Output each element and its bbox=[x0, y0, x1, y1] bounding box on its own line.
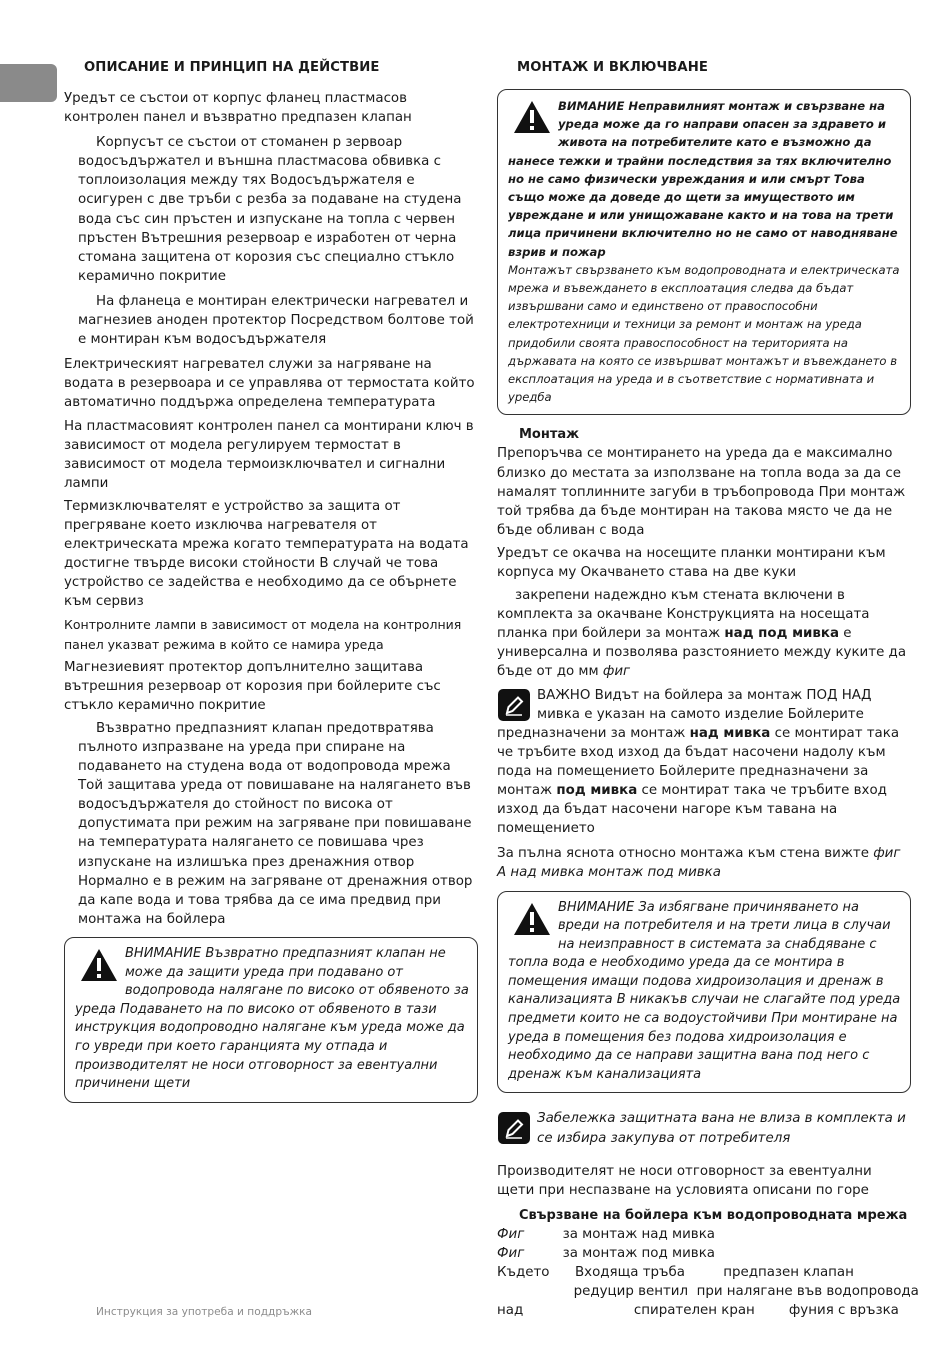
warning-box-valve bbox=[64, 937, 478, 1103]
subheading-mounting: Монтаж bbox=[519, 427, 580, 443]
legend-line-3: над спирателен кран фуния с връзка bbox=[497, 1303, 899, 1319]
pencil-note-icon bbox=[497, 688, 531, 722]
paragraph-magnesium: Магнезиевият протектор допълнително защитава вътрешния резервоар от корозия при бойлерите със стъкло керамично покритие bbox=[64, 659, 441, 713]
legend-line-1: Където Входяща тръба предпазен клапан bbox=[497, 1265, 854, 1281]
paragraph-heater: Електрическият нагревател служи за нагряване на водата в резервоара и се управлява от термостата който автоматично поддържа определена температурата bbox=[64, 357, 475, 411]
paragraph-bracket: закрепени надеждно към стената включени в комплекта за окачване Конструкцията на носещата планка при бойлери за монтаж над под мивка е универсална и позволява разстоянието между куките да бъде от до мм фиг bbox=[497, 588, 907, 680]
section-heading-description: ОПИСАНИЕ И ПРИНЦИП НА ДЕЙСТВИЕ bbox=[84, 60, 380, 75]
warning-text-installation-bold: ВИМАНИЕ Неправилният монтаж и свързване на уреда може да го направи опасен за здравето и живота на потребителите като е възможно да нанесе тежки и трайни последствия за тях включително но не само физически увреждания и или смърт Това също може да доведе до щети за имуществото им увреждане и или унищожаване както и на това на трети лица причинени включително но не само от наводняване взрив и пожар bbox=[508, 99, 898, 259]
page-tab bbox=[0, 64, 57, 102]
paragraph-placement: Препоръчва се монтирането на уреда да е максимално близко до местата за използване на топла вода за да се намалят топлинните загуби в тръбопровода При монтаж той трябва да бъде монтиран на такова място че да не бъде обливан с вода bbox=[497, 446, 906, 538]
warning-triangle-icon bbox=[79, 947, 119, 983]
warning-triangle-icon bbox=[512, 901, 552, 937]
figure-line-under-sink: Фиг за монтаж под мивка bbox=[497, 1245, 715, 1261]
paragraph-liability: Производителят не носи отговорност за евентуални щети при неспазване на условията описани по горе bbox=[497, 1163, 872, 1198]
subheading-connection: Свързване на бойлера към водопроводната мрежа bbox=[519, 1207, 908, 1223]
left-column bbox=[64, 60, 478, 1103]
paragraph-control-panel: На пластмасовият контролен панел са монтирани ключ в зависимост от модела регулируем термостат в зависимост от модела термоизключвател и сигнални лампи bbox=[64, 418, 474, 491]
paragraph-valve: Възвратно предпазният клапан предотвратява пълното изпразване на уреда при спиране на подаването на студена вода от водопровода мрежа Той защитава уреда от повишаване на налягането във водосъдържателя до стойност по висока от допустимата при режим на загряване при повишаване на температурата налягането се повишава чрез изпускане на излишъка през дренажния отвор Нормално е в режим на загряване от дренажния отвор да капе вода и това трябва да се има предвид при монтажа на бойлера bbox=[78, 720, 473, 927]
paragraph-hanging: Уредът се окачва на носещите планки монтирани към корпуса му Окачването става на две куки bbox=[497, 545, 886, 581]
page-footer: Инструкция за употреба и поддръжка bbox=[96, 1306, 313, 1318]
figure-line-over-sink: Фиг за монтаж над мивка bbox=[497, 1226, 715, 1242]
warning-text-valve: ВНИМАНИЕ Възвратно предпазният клапан не може да защити уреда при подавано от водопровода налягане по високо от обявеното за уреда Подаването на по високо от обявеното в тази инструкция водопроводно налягане към уреда може да го увреди при което гаранцията му отпада и производителят не носи отговорност за евентуални причинени щети bbox=[75, 945, 469, 1092]
legend-line-2: редуцир вентил при налягане във водопровода bbox=[497, 1284, 919, 1300]
paragraph-flange: На фланеца е монтиран електрически нагревател и магнезиев аноден протектор Посредством болтове той е монтиран към водосъдържателя bbox=[78, 293, 474, 348]
paragraph-lamps: Контролните лампи в зависимост от модела на контролния панел указват режима в който се намира уреда bbox=[64, 617, 462, 652]
paragraph-body: Корпусът се състои от стоманен р зервоар водосъдържател и външна пластмасова обвивка с топлоизолация между тях Водосъдържателя е осигурен с две тръби с резба за подаване на студена вода със син пръстен и изпускане на топла с червен пръстен Вътрешния резервоар е изработен от черна стомана защитена от корозия със специално стъкло керамично покритие bbox=[78, 135, 462, 284]
warning-text-installation: Монтажът свързването към водопроводната и електрическата мрежа и въвеждането в експлоатация следва да бъдат извършвани само и единствено от правоспособни електротехници и техници за ремонт и монтаж на уреда придобили своята правоспособност на територията на държавата на която се извършват монтажът и въвеждането в експлоатация на уреда и в съответствие с нормативната и уредба bbox=[508, 262, 900, 405]
note-drip-tray: Забележка защитната вана не влиза в комплекта и се избира закупува от потребителя bbox=[497, 1109, 911, 1147]
important-note: ВАЖНО Видът на бойлера за монтаж ПОД НАД мивка е указан на самото изделие Бойлерите предназначени за монтаж над мивка се монтират така че тръбите вход изход да бъдат насочени надолу към пода на помещението Бойлерите предназначени за монтаж под мивка се монтират така че тръбите вход изход да бъдат насочени нагоре към тавана на помещението bbox=[497, 687, 900, 837]
warning-text-waterproofing: ВНИМАНИЕ За избягване причиняването на вреди на потребителя и на трети лица в случаи на неизправност в системата за снабдяване с топла вода е необходимо уреда да се монтира в помещения имащи подова хидроизолация и дренаж в канализацията В никакъв случаи не слагайте под уреда предмети които не са водоустойчиви При монтиране на уреда в помещения без подова хидроизолация е необходимо да се направи защитна вана под него с дренаж към канализацията bbox=[508, 899, 901, 1082]
pencil-note-icon bbox=[497, 1111, 531, 1145]
right-column bbox=[497, 60, 919, 1320]
warning-box-installation bbox=[497, 89, 911, 415]
warning-triangle-icon bbox=[512, 99, 552, 135]
paragraph-intro: Уредът се състои от корпус фланец пластмасов контролен панел и възвратно предпазен клапан bbox=[64, 91, 412, 126]
paragraph-thermal-cutout: Термизключвателят е устройство за защита от прегряване което изключва нагревателя от електрическата мрежа когато температурата на водата достигне твърде високи стойности В случай че това устройство се задейства е необходимо да се обърнете към сервиз bbox=[64, 498, 469, 610]
paragraph-figure-ref: За пълна яснота относно монтажа към стена вижте фиг А над мивка монтаж под мивка bbox=[497, 846, 901, 881]
warning-box-waterproofing bbox=[497, 891, 911, 1094]
section-heading-mounting: МОНТАЖ И ВКЛЮЧВАНЕ bbox=[517, 60, 708, 75]
